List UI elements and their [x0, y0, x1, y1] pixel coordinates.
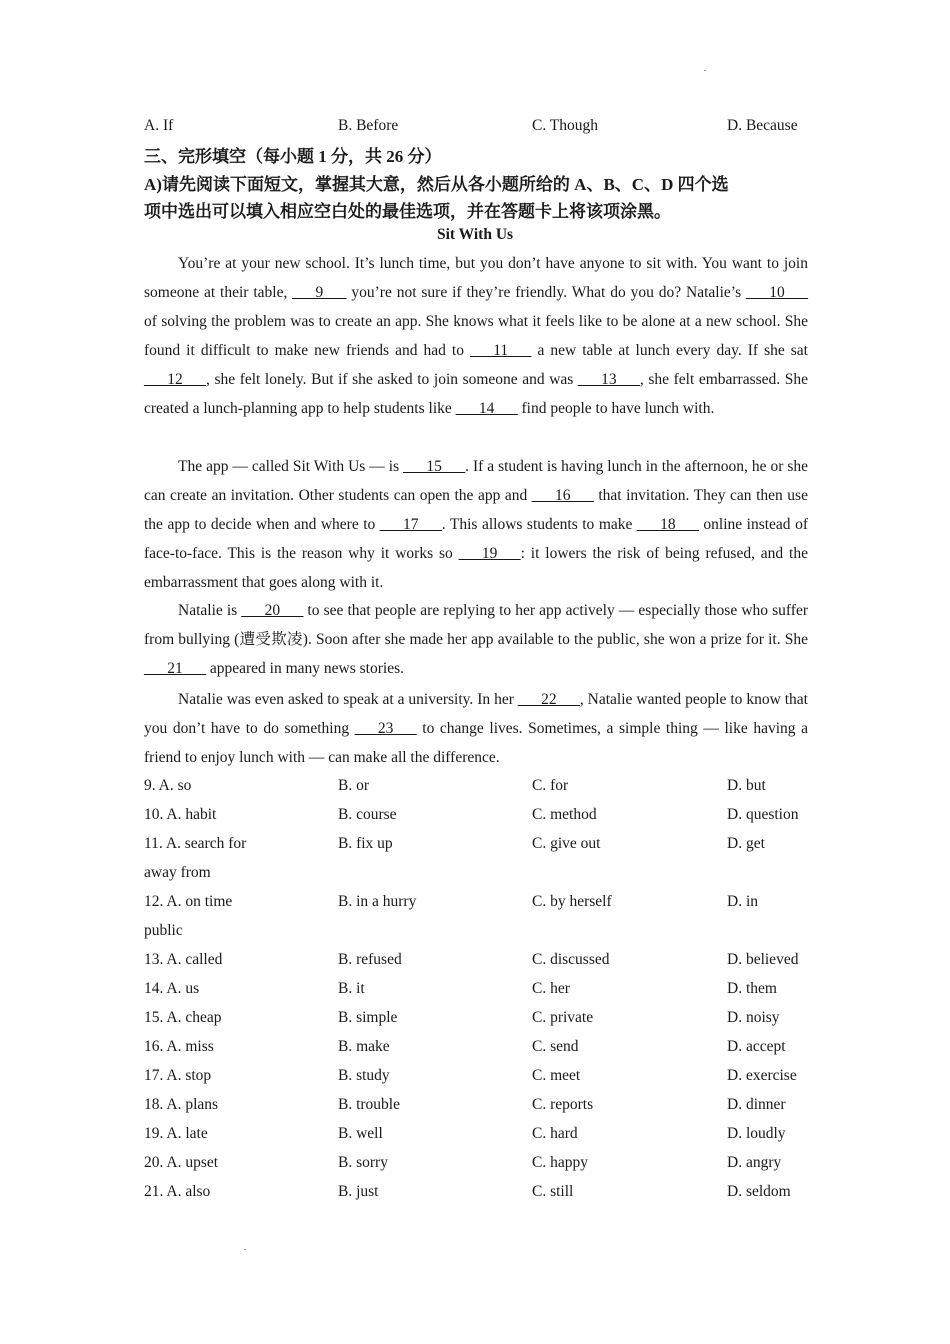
passage-text: to see that people are replying to her app actively — especially those who suffer from bullying (遭受欺凌). Soon after she made her app available to the public, she won a prize for it. She	[144, 602, 808, 648]
blank: ___20___	[241, 602, 304, 619]
option-c: C. reports	[532, 1096, 594, 1113]
option-d: D. noisy	[727, 1009, 780, 1026]
option-c: C. private	[532, 1009, 594, 1026]
option-d: D. them	[727, 980, 777, 997]
passage-text: , she felt lonely. But if she asked to join someone and was	[206, 371, 578, 388]
option-c: C. her	[532, 980, 570, 997]
option-b: B. it	[338, 980, 365, 997]
option-a: 15. A. cheap	[144, 1009, 222, 1026]
option-a: 13. A. called	[144, 951, 223, 968]
option-b: B. course	[338, 806, 397, 823]
question-row	[144, 974, 824, 1003]
option-d: D. Because	[727, 117, 798, 134]
passage-text: that invitation. They can then use the app to decide when and where to	[144, 487, 808, 533]
question-row	[144, 829, 824, 858]
question-row	[144, 887, 824, 916]
question-row	[144, 771, 824, 800]
option-c: C. by herself	[532, 893, 612, 910]
option-a: 12. A. on time	[144, 893, 233, 910]
option-b: B. just	[338, 1183, 379, 1200]
passage-text: of solving the problem was to create an app. She knows what it feels like to be alone at a new school. She found it difficult to make new friends and had to	[144, 313, 808, 359]
passage-paragraph	[144, 685, 808, 772]
option-d: D. angry	[727, 1154, 782, 1171]
blank: ___14___	[455, 400, 518, 417]
option-b: B. refused	[338, 951, 402, 968]
passage-text: to change lives. Sometimes, a simple thing — like having a friend to enjoy lunch with — can make all the difference.	[144, 720, 808, 766]
option-b: B. trouble	[338, 1096, 400, 1113]
passage-title: Sit With Us	[436, 226, 514, 243]
option-d: D. get	[727, 835, 765, 852]
passage-text: You’re at your new school. It’s lunch time, but you don’t have anyone to sit with. You want to join someone at their table,	[144, 255, 808, 301]
top-question-options	[144, 111, 824, 140]
passage-text: a new table at lunch every day. If she sat	[531, 342, 808, 359]
blank: ___13___	[577, 371, 640, 388]
option-c: C. still	[532, 1183, 574, 1200]
passage-text: , Natalie wanted people to know that you don’t have to do something	[144, 691, 808, 737]
option-d: D. seldom	[727, 1183, 791, 1200]
question-row	[144, 1177, 824, 1206]
option-a: 18. A. plans	[144, 1096, 219, 1113]
blank: ___11___	[469, 342, 532, 359]
blank: ___18___	[636, 516, 699, 533]
option-b: B. or	[338, 777, 369, 794]
option-c: C. happy	[532, 1154, 588, 1171]
passage-text: , she felt embarrassed. She created a lunch-planning app to help students like	[144, 371, 809, 417]
passage-text: : it lowers the risk of being refused, and the embarrassment that goes along with it.	[144, 545, 808, 591]
option-c: C. discussed	[532, 951, 610, 968]
option-b: B. sorry	[338, 1154, 388, 1171]
question-row	[144, 1003, 824, 1032]
passage-text: Natalie was even asked to speak at a university. In her	[178, 691, 518, 708]
option-c: C. method	[532, 806, 597, 823]
option-a: 11. A. search for	[144, 835, 247, 852]
passage-text: Natalie is	[178, 602, 242, 619]
blank: ___9___	[292, 284, 347, 301]
option-c: C. hard	[532, 1125, 578, 1142]
passage-text: online instead of face-to-face. This is the reason why it works so	[144, 516, 808, 562]
blank: ___15___	[403, 458, 466, 475]
option-d: D. loudly	[727, 1125, 786, 1142]
blank: ___21___	[144, 660, 206, 677]
option-d: D. believed	[727, 951, 799, 968]
option-a: 16. A. miss	[144, 1038, 214, 1055]
option-b: B. study	[338, 1067, 390, 1084]
section-heading: 三、完形填空（每小题 1 分，共 26 分）	[144, 147, 442, 166]
option-b: B. make	[338, 1038, 390, 1055]
option-b: B. fix up	[338, 835, 393, 852]
question-row	[144, 800, 824, 829]
question-row	[144, 1119, 824, 1148]
option-b: B. in a hurry	[338, 893, 417, 910]
blank: ___22___	[517, 691, 580, 708]
option-d: D. but	[727, 777, 766, 794]
option-b: B. simple	[338, 1009, 398, 1026]
option-a: 17. A. stop	[144, 1067, 212, 1084]
option-a: 14. A. us	[144, 980, 200, 997]
section-instruction-line1: A)请先阅读下面短文，掌握其大意，然后从各小题所给的 A、B、C、D 四个选	[144, 175, 729, 194]
blank: ___19___	[458, 545, 521, 562]
option-d: D. question	[727, 806, 799, 823]
option-d: D. dinner	[727, 1096, 786, 1113]
question-row	[144, 945, 824, 974]
option-b: B. well	[338, 1125, 383, 1142]
option-a: 10. A. habit	[144, 806, 217, 823]
passage-text: . This allows students to make	[441, 516, 637, 533]
option-a: 9. A. so	[144, 777, 192, 794]
option-d: D. exercise	[727, 1067, 797, 1084]
section-instruction-line2: 项中选出可以填入相应空白处的最佳选项，并在答题卡上将该项涂黑。	[144, 202, 671, 221]
passage-text: you’re not sure if they’re friendly. What do you do? Natalie’s	[346, 284, 746, 301]
question-row	[144, 1061, 824, 1090]
question-row	[144, 1032, 824, 1061]
passage-text: find people to have lunch with.	[517, 400, 715, 417]
option-a: 21. A. also	[144, 1183, 211, 1200]
option-c: C. for	[532, 777, 569, 794]
blank: ___10___	[746, 284, 808, 301]
option-c: C. send	[532, 1038, 579, 1055]
option-wrap-text: away from	[144, 864, 211, 881]
option-d: D. accept	[727, 1038, 786, 1055]
option-c: C. meet	[532, 1067, 581, 1084]
option-b: B. Before	[338, 117, 399, 134]
passage-paragraph	[144, 596, 808, 683]
passage-text: The app — called Sit With Us — is	[178, 458, 404, 475]
option-d: D. in	[727, 893, 758, 910]
option-a: A. If	[144, 117, 174, 134]
scan-speck	[244, 1249, 246, 1250]
blank: ___23___	[354, 720, 417, 737]
option-c: C. Though	[532, 117, 599, 134]
scan-speck	[704, 70, 706, 71]
question-row	[144, 1148, 824, 1177]
option-c: C. give out	[532, 835, 601, 852]
blank: ___16___	[531, 487, 594, 504]
option-a: 20. A. upset	[144, 1154, 219, 1171]
option-wrap-text: public	[144, 922, 183, 939]
passage-paragraph	[144, 249, 808, 423]
question-row	[144, 1090, 824, 1119]
passage-text: . If a student is having lunch in the afternoon, he or she can create an invitation. Other students can open the app and	[144, 458, 808, 504]
blank: ___12___	[144, 371, 206, 388]
blank: ___17___	[379, 516, 442, 533]
option-a: 19. A. late	[144, 1125, 208, 1142]
passage-text: appeared in many news stories.	[206, 660, 404, 677]
passage-paragraph	[144, 452, 808, 597]
